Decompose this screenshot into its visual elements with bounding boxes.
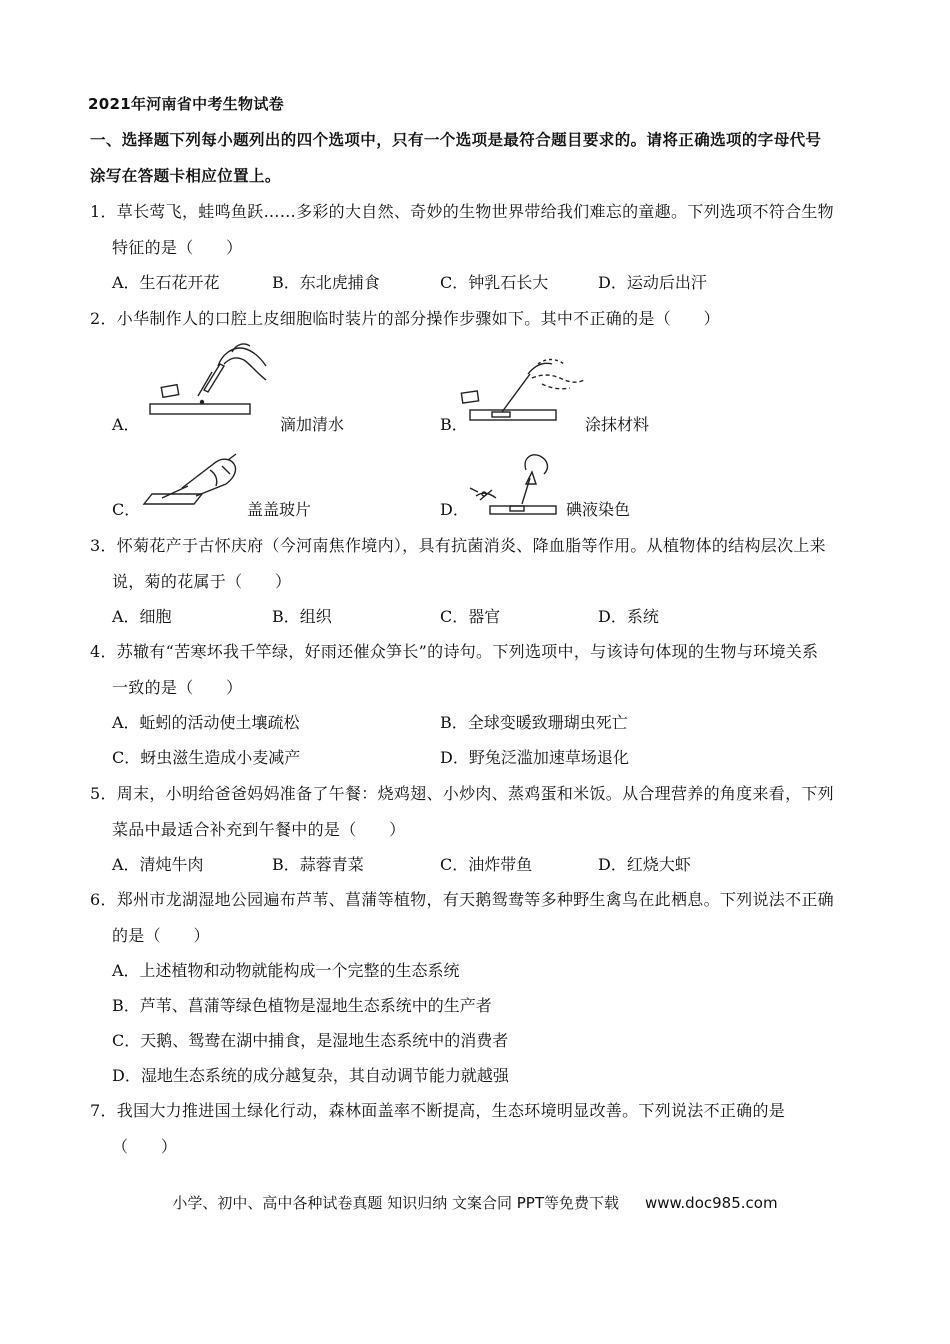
q2-option-b-letter: B．: [440, 415, 468, 434]
q5-stem-line2: 菜品中最适合补充到午餐中的是（ ）: [112, 820, 406, 839]
q4-option-d: D．野兔泛滥加速草场退化: [440, 748, 629, 767]
q5-option-d: D．红烧大虾: [598, 855, 691, 874]
q1-stem-line1: 1．草长莺飞，蛙鸣鱼跃……多彩的大自然、奇妙的生物世界带给我们难忘的童趣。下列选项不符合生物: [90, 202, 834, 221]
q5-stem-line1: 5．周末，小明给爸爸妈妈准备了午餐：烧鸡翅、小炒肉、蒸鸡蛋和米饭。从合理营养的角度来看，下列: [90, 784, 834, 803]
q5-option-b: B．蒜蓉青菜: [272, 855, 364, 874]
q1-option-d: D．运动后出汗: [598, 273, 707, 292]
q4-stem-line2: 一致的是（ ）: [112, 678, 243, 697]
q2-option-b-caption: 涂抹材料: [585, 415, 650, 434]
q1-option-a: A．生石花开花: [112, 273, 220, 292]
footer-url-link[interactable]: www.doc985.com: [644, 1194, 778, 1212]
q2-figure-d-staining-image: [466, 448, 568, 520]
q7-stem-line1: 7．我国大力推进国土绿化行动，森林面盖率不断提高，生态环境明显改善。下列说法不正确的是: [90, 1101, 786, 1120]
q2-option-a-letter: A．: [112, 415, 140, 434]
section-instruction-line2: 涂写在答题卡相应位置上。: [90, 167, 281, 185]
q6-stem-line2: 的是（ ）: [112, 926, 210, 945]
q1-option-c: C．钟乳石长大: [440, 273, 549, 292]
page-footer: [0, 1192, 950, 1213]
q7-stem-line2: （ ）: [112, 1137, 178, 1156]
q4-option-c: C．蚜虫滋生造成小麦减产: [112, 748, 301, 767]
q2-stem: 2．小华制作人的口腔上皮细胞临时装片的部分操作步骤如下。其中不正确的是（ ）: [90, 309, 720, 328]
q2-option-a-caption: 滴加清水: [280, 415, 345, 434]
q1-option-b: B．东北虎捕食: [272, 273, 380, 292]
q2-figure-b-smear-image: [450, 334, 590, 424]
q6-option-a: A．上述植物和动物就能构成一个完整的生态系统: [112, 961, 460, 980]
q3-option-a: A．细胞: [112, 607, 172, 626]
q2-option-d-caption: 碘液染色: [566, 500, 631, 519]
q5-option-c: C．油炸带鱼: [440, 855, 533, 874]
q3-option-d: D．系统: [598, 607, 659, 626]
q3-stem-line2: 说，菊的花属于（ ）: [112, 572, 292, 591]
q5-option-a: A．清炖牛肉: [112, 855, 204, 874]
q6-option-d: D．湿地生态系统的成分越复杂，其自动调节能力就越强: [112, 1066, 509, 1085]
q2-option-c-letter: C．: [112, 500, 141, 519]
q2-figure-c-coverslip-image: [138, 452, 243, 518]
exam-title: 2021年河南省中考生物试卷: [88, 95, 284, 113]
q3-option-b: B．组织: [272, 607, 332, 626]
footer-text: 小学、初中、高中各种试卷真题 知识归纳 文案合同 PPT等免费下载: [172, 1194, 619, 1212]
q1-stem-line2: 特征的是（ ）: [112, 238, 243, 257]
q2-figure-a-dropper-image: [140, 336, 275, 422]
q6-option-c: C．天鹅、鸳鸯在湖中捕食，是湿地生态系统中的消费者: [112, 1031, 509, 1050]
q3-stem-line1: 3．怀菊花产于古怀庆府（今河南焦作境内），具有抗菌消炎、降血脂等作用。从植物体的结构层次上来: [90, 536, 826, 555]
q4-option-a: A．蚯蚓的活动使土壤疏松: [112, 713, 300, 732]
q6-option-b: B．芦苇、菖蒲等绿色植物是湿地生态系统中的生产者: [112, 996, 492, 1015]
q2-option-d-letter: D．: [440, 500, 469, 519]
q4-option-b: B．全球变暖致珊瑚虫死亡: [440, 713, 628, 732]
q4-stem-line1: 4．苏辙有“苦寒坏我千竿绿，好雨还催众笋长”的诗句。下列选项中，与该诗句体现的生物与环境关系: [90, 642, 819, 661]
section-instruction-line1: 一、选择题下列每小题列出的四个选项中，只有一个选项是最符合题目要求的。请将正确选项的字母代号: [90, 131, 822, 149]
q6-stem-line1: 6．郑州市龙湖湿地公园遍布芦苇、菖蒲等植物，有天鹅鸳鸯等多种野生禽鸟在此栖息。下列说法不正确: [90, 890, 834, 909]
q3-option-c: C．器官: [440, 607, 501, 626]
q2-option-c-caption: 盖盖玻片: [247, 500, 312, 519]
